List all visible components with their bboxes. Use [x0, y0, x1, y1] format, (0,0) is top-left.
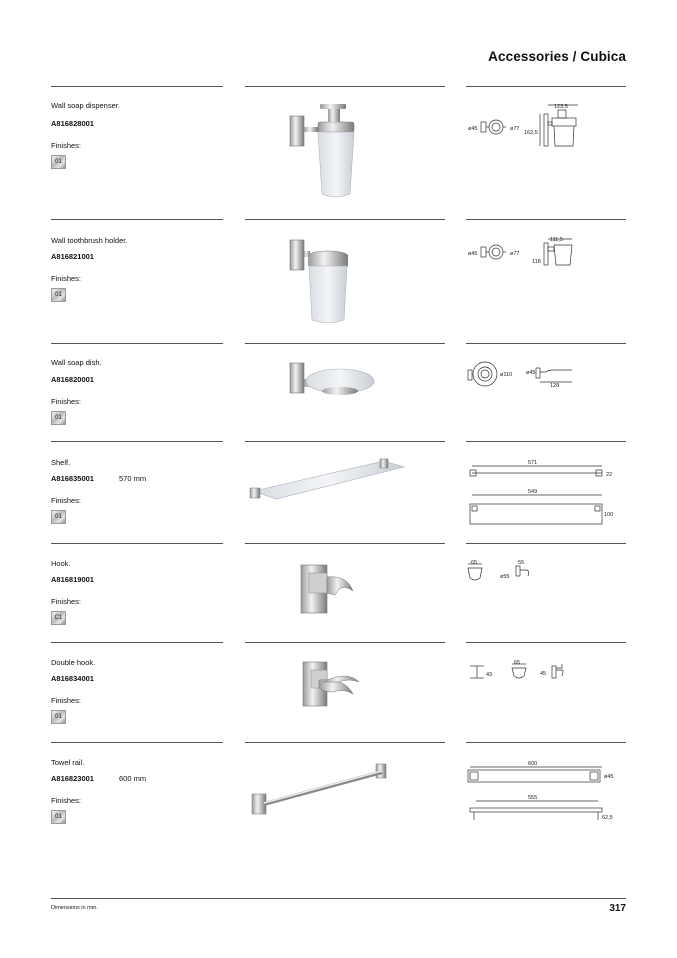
toothbrush-holder-photo: [270, 232, 410, 330]
dimension-label: ø55: [500, 574, 510, 580]
finish-swatch: 01: [51, 710, 66, 724]
row-divider: [245, 86, 445, 87]
finish-swatch: 01: [51, 510, 66, 524]
dimension-label: ø77: [510, 126, 520, 132]
row-divider: [51, 642, 223, 643]
finish-swatch: C1: [51, 611, 66, 625]
double-hook-photo: [295, 656, 370, 712]
dimension-label: 118: [532, 259, 541, 265]
finish-swatch: 01: [51, 288, 66, 302]
row-divider: [51, 441, 223, 442]
page-number: 317: [609, 903, 626, 914]
dimension-label: 111,5: [550, 237, 563, 243]
footnote: Dimensions in mm.: [51, 905, 98, 911]
dimension-label: 22: [606, 472, 613, 478]
dimension-label: 62,5: [602, 815, 613, 821]
dimension-label: 123,5: [554, 104, 568, 110]
row-divider: [466, 343, 626, 344]
page-title: Accessories / Cubica: [488, 49, 626, 64]
product-code: A816834001: [51, 674, 94, 683]
row-divider: [466, 219, 626, 220]
finishes-label: Finishes:: [51, 397, 82, 406]
row-divider: [51, 86, 223, 87]
hook-photo: [295, 557, 365, 617]
row-divider: [245, 441, 445, 442]
finishes-label: Finishes:: [51, 496, 82, 505]
dimension-label: 100: [604, 512, 614, 518]
row-divider: [245, 642, 445, 643]
dimension-label: 555: [528, 795, 538, 801]
footer-divider: [51, 898, 626, 899]
dimension-label: 43: [486, 672, 493, 678]
shelf-drawing: [466, 456, 626, 526]
dimension-label: ø45: [468, 126, 478, 132]
dimension-label: 65: [471, 560, 478, 566]
dimension-label: ø77: [510, 251, 520, 257]
double-hook-drawing: [466, 656, 626, 686]
row-divider: [51, 343, 223, 344]
towel-rail-drawing: [466, 758, 626, 824]
dimension-label: ø45: [604, 774, 614, 780]
product-description: Shelf.: [51, 458, 71, 467]
dimension-label: ø110: [500, 372, 513, 378]
row-divider: [245, 219, 445, 220]
hook-drawing: [466, 556, 626, 588]
soap-dispenser-drawing: [466, 100, 626, 152]
shelf-photo: [246, 455, 408, 505]
row-divider: [245, 742, 445, 743]
finishes-label: Finishes:: [51, 597, 82, 606]
row-divider: [466, 742, 626, 743]
row-divider: [51, 742, 223, 743]
row-divider: [245, 343, 445, 344]
finishes-label: Finishes:: [51, 696, 82, 705]
product-description: Double hook.: [51, 658, 96, 667]
dimension-label: 600: [528, 761, 538, 767]
row-divider: [245, 543, 445, 544]
product-code: A816823001: [51, 774, 94, 783]
finish-swatch: 01: [51, 810, 66, 824]
product-description: Wall toothbrush holder.: [51, 236, 128, 245]
toothbrush-holder-drawing: [466, 233, 626, 273]
dimension-label: 45: [540, 671, 547, 677]
dimension-label: 128: [550, 383, 560, 389]
product-code: A816821001: [51, 252, 94, 261]
product-description: Wall soap dish.: [51, 358, 102, 367]
finishes-label: Finishes:: [51, 796, 82, 805]
dimension-label: ø45: [526, 370, 536, 376]
product-description: Wall soap dispenser.: [51, 101, 120, 110]
soap-dish-drawing: [466, 358, 626, 394]
dimension-label: 162,5: [524, 130, 538, 136]
product-code: A816828001: [51, 119, 94, 128]
product-code: A816819001: [51, 575, 94, 584]
product-size: 600 mm: [119, 774, 147, 783]
finish-swatch: 01: [51, 155, 66, 169]
row-divider: [466, 642, 626, 643]
dimension-label: 549: [528, 489, 538, 495]
finishes-label: Finishes:: [51, 274, 82, 283]
row-divider: [466, 441, 626, 442]
product-description: Towel rail.: [51, 758, 85, 767]
dimension-label: 65: [514, 660, 521, 666]
row-divider: [466, 543, 626, 544]
soap-dish-photo: [270, 355, 410, 410]
dimension-label: 571: [528, 460, 538, 466]
soap-dispenser-photo: [270, 98, 410, 206]
product-code: A816835001: [51, 474, 94, 483]
dimension-label: ø45: [468, 251, 478, 257]
dimension-label: 55: [518, 560, 525, 566]
product-description: Hook.: [51, 559, 71, 568]
towel-rail-photo: [246, 762, 406, 822]
product-code: A816820001: [51, 375, 94, 384]
row-divider: [51, 219, 223, 220]
product-size: 570 mm: [119, 474, 147, 483]
row-divider: [466, 86, 626, 87]
finish-swatch: 01: [51, 411, 66, 425]
finishes-label: Finishes:: [51, 141, 82, 150]
row-divider: [51, 543, 223, 544]
